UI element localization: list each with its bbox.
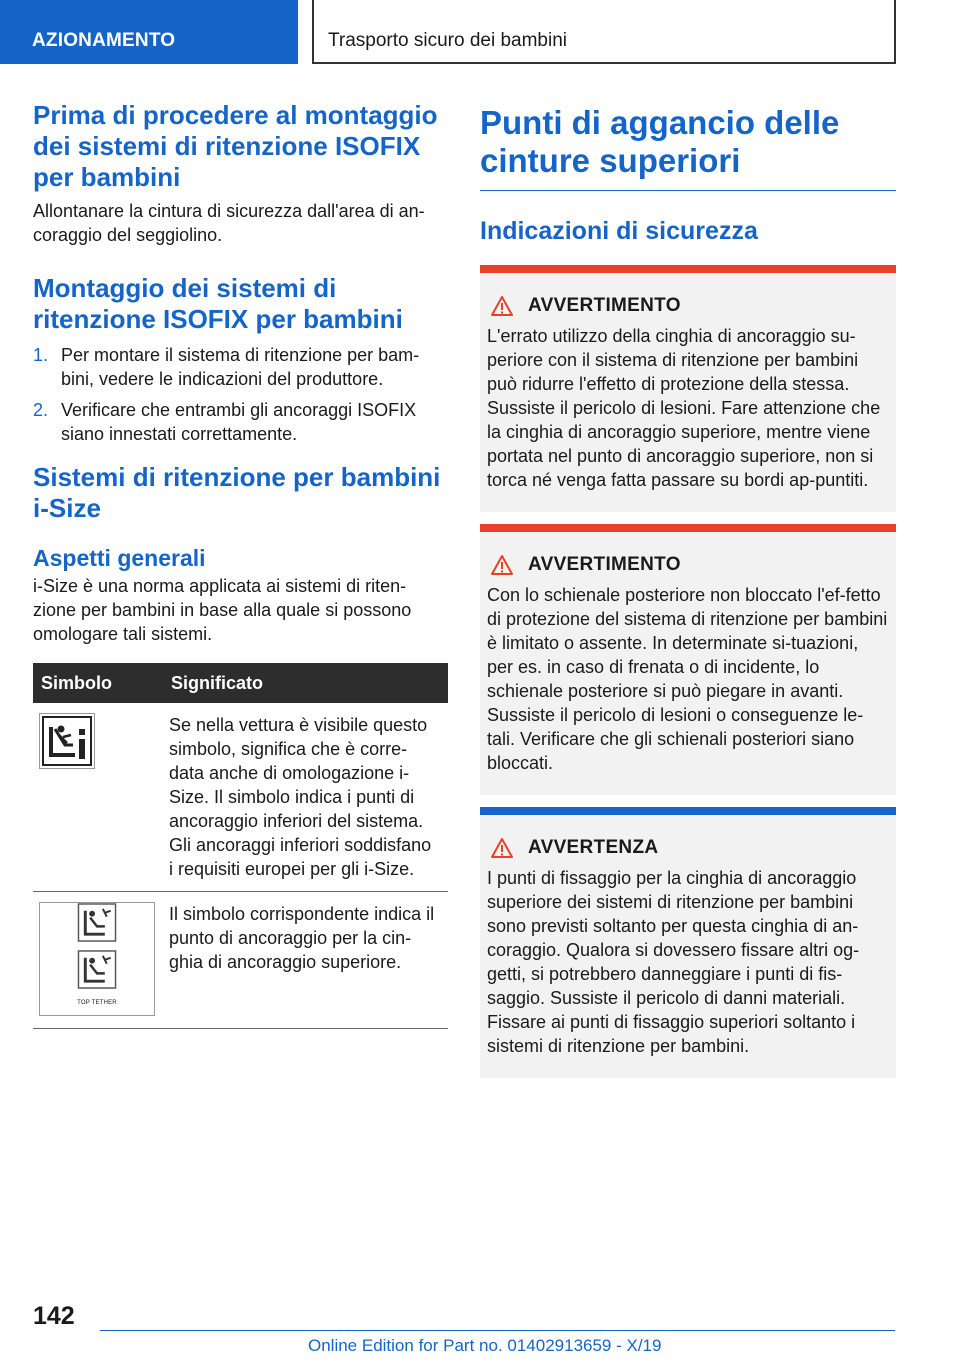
chapter-title: Trasporto sicuro dei bambini	[312, 0, 896, 64]
notice-text: I punti di fissaggio per la cinghia di ancoraggio superiore dei sistemi di ritenzione per bambini sono previsti soltanto per questa cinghia di an-coraggio. Qualora si dovessero fissare altri og-getti, si potrebbero danneggiare i punti di fis-saggio. Sussiste il pericolo di danni materiali. Fissare ai punti di fissaggio superiori soltanto i sistemi di ritenzione per bambini.	[487, 868, 860, 1056]
warning-text: L'errato utilizzo della cinghia di ancoraggio su-periore con il sistema di ritenzione per bambini può ridurre l'effetto di protezione della stessa. Sussiste il pericolo di lesioni. Fare attenzione che la cinghia di ancoraggio superiore, mentre viene portata nel punto di ancoraggio superiore, non si torca né venga fatta passare su bordi ap-puntiti.	[487, 326, 881, 490]
edition-note: Online Edition for Part no. 01402913659 - X/19	[308, 1336, 662, 1355]
list-item	[33, 343, 448, 391]
symbol-table	[33, 663, 448, 1029]
symbol-cell	[33, 892, 163, 1029]
notice-box	[480, 807, 896, 1078]
warning-triangle-icon	[490, 837, 514, 859]
heading-isize: Sistemi di ritenzione per bambini i-Size	[33, 462, 441, 523]
warning-title: AVVERTIMENTO	[528, 554, 681, 575]
paragraph-prep: Allontanare la cintura di sicurezza dall'area di an-coraggio del seggiolino.	[33, 201, 425, 245]
heading-isofix-prep: Prima di procedere al montaggio dei sistemi di ritenzione ISOFIX per bambini	[33, 100, 438, 192]
right-column	[480, 100, 896, 1078]
left-column	[33, 100, 448, 1029]
heading-top-anchor: Punti di aggancio delle cinture superiori	[480, 104, 840, 179]
warning-header	[487, 554, 888, 576]
column-header-symbol: Simbolo	[33, 663, 163, 703]
step-number: 1.	[33, 345, 49, 365]
step-text: Per montare il sistema di ritenzione per bam-bini, vedere le indicazioni del produttore.	[61, 345, 420, 389]
step-text: Verificare che entrambi gli ancoraggi ISOFIX siano innestati correttamente.	[61, 400, 417, 444]
warning-title: AVVERTIMENTO	[528, 295, 681, 316]
footer-divider	[100, 1330, 895, 1331]
notice-header	[487, 837, 888, 859]
meaning-cell: Il simbolo corrispondente indica il punto di ancoraggio per la cin-ghia di ancoraggio superiore.	[163, 892, 448, 1029]
heading-safety: Indicazioni di sicurezza	[480, 217, 758, 245]
warning-header	[487, 295, 888, 317]
heading-general: Aspetti generali	[33, 545, 206, 571]
top-tether-icon	[39, 902, 155, 1016]
heading-isofix-mount: Montaggio dei sistemi di ritenzione ISOFIX per bambini	[33, 273, 403, 334]
page-footer	[0, 1290, 960, 1362]
page-header	[0, 0, 960, 66]
warning-triangle-icon	[490, 295, 514, 317]
column-header-meaning: Significato	[163, 663, 448, 703]
meaning-cell: Se nella vettura è visibile questo simbolo, significa che è corre-data anche di omologazione i-Size. Il simbolo indica i punti di ancoraggio inferiori del sistema. Gli ancoraggi inferiori soddisfano i requisiti europei per gli i-Size.	[163, 703, 448, 892]
step-number: 2.	[33, 400, 49, 420]
symbol-cell	[33, 703, 163, 892]
warning-text: Con lo schienale posteriore non bloccato l'ef-fetto di protezione del sistema di ritenzione per bambini è limitato o assente. In determinate si-tuazioni, per es. in caso di frenata o di incidente, lo schienale posteriore si può piegare in avanti. Sussiste il pericolo di lesioni o conseguenze le-tali. Verificare che gli schienali posteriori siano bloccati.	[487, 585, 888, 773]
table-header-row	[33, 663, 448, 703]
warning-box	[480, 524, 896, 795]
isofix-seat-icon	[39, 713, 95, 769]
table-row	[33, 892, 448, 1029]
list-item	[33, 398, 448, 446]
mount-steps-list	[33, 343, 448, 446]
section-tab: AZIONAMENTO	[0, 0, 298, 64]
paragraph-isize: i-Size è una norma applicata ai sistemi di riten-zione per bambini in base alla quale si possono omologare tali sistemi.	[33, 576, 412, 644]
heading-divider	[480, 190, 896, 191]
warning-triangle-icon	[490, 554, 514, 576]
icon-caption: TOP TETHER	[77, 1000, 117, 1006]
notice-title: AVVERTENZA	[528, 837, 659, 858]
table-row	[33, 703, 448, 892]
warning-box	[480, 265, 896, 512]
page-number: 142	[33, 1302, 75, 1330]
